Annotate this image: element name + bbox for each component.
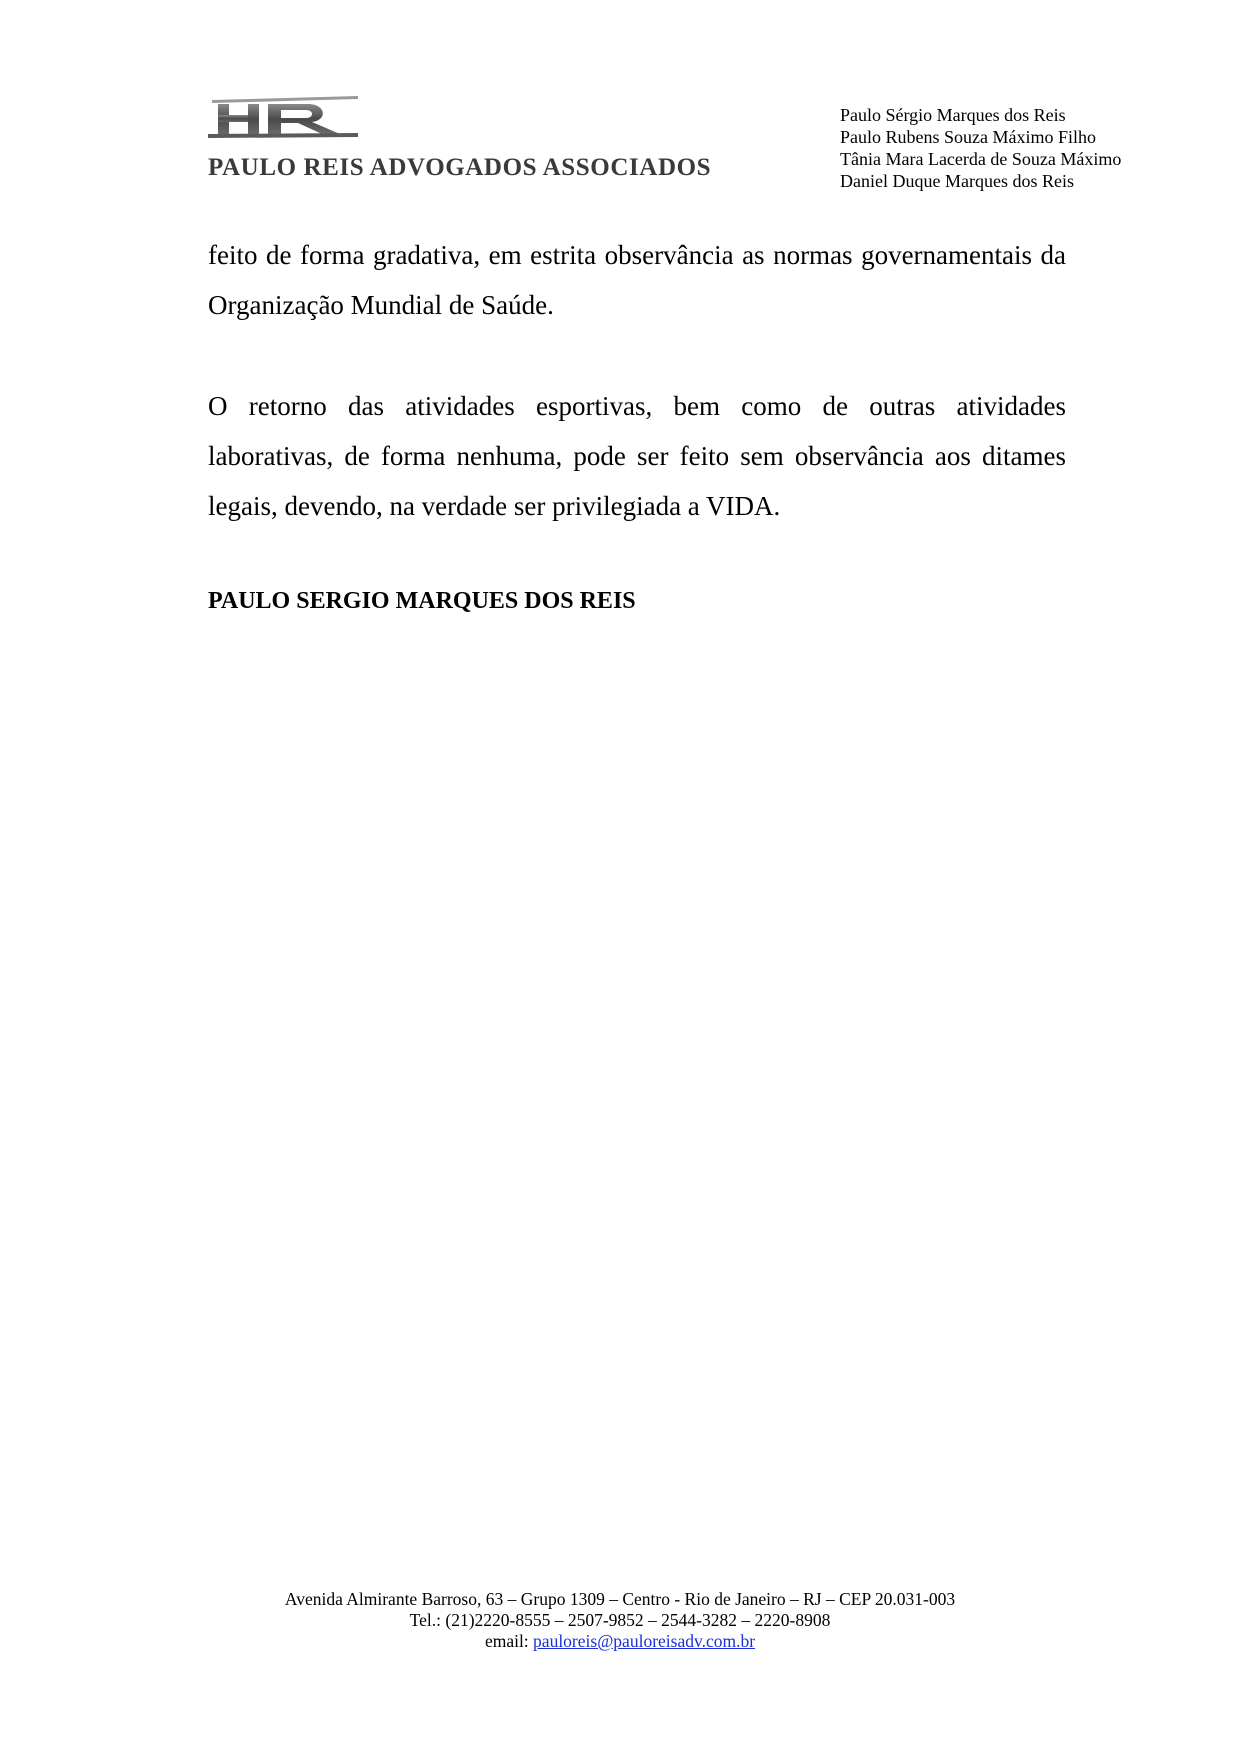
letterhead (0, 0, 1240, 200)
partner-list (840, 104, 1121, 192)
partner-name: Paulo Rubens Souza Máximo Filho (840, 127, 1096, 147)
body-paragraph: O retorno das atividades esportivas, bem como de outras atividades laborativas, de forma nenhuma, pode ser feito sem observância aos ditames legais, devendo, na verdade ser privilegiada a VIDA. (208, 391, 1066, 521)
firm-name: PAULO REIS ADVOGADOS ASSOCIADOS (208, 154, 712, 181)
partner-name: Paulo Sérgio Marques dos Reis (840, 105, 1066, 125)
body-paragraph: feito de forma gradativa, em estrita observância as normas governamentais da Organização Mundial de Saúde. (208, 240, 1066, 320)
firm-logo (208, 92, 728, 138)
footer-address: Avenida Almirante Barroso, 63 – Grupo 1309 – Centro - Rio de Janeiro – RJ – CEP 20.031-003 (284, 1589, 956, 1609)
footer-email-label: email: (484, 1631, 534, 1651)
signature-name: PAULO SERGIO MARQUES DOS REIS (208, 588, 636, 614)
footer-phones: Tel.: (21)2220-8555 – 2507-9852 – 2544-3282 – 2220-8908 (409, 1610, 831, 1630)
hr-monogram-icon (208, 92, 358, 138)
partner-name: Tânia Mara Lacerda de Souza Máximo (840, 149, 1122, 169)
footer-email-line (0, 1631, 1240, 1652)
letterhead-footer (0, 1589, 1240, 1652)
email-link[interactable]: pauloreis@pauloreisadv.com.br (533, 1631, 756, 1651)
partner-name: Daniel Duque Marques dos Reis (840, 171, 1074, 191)
